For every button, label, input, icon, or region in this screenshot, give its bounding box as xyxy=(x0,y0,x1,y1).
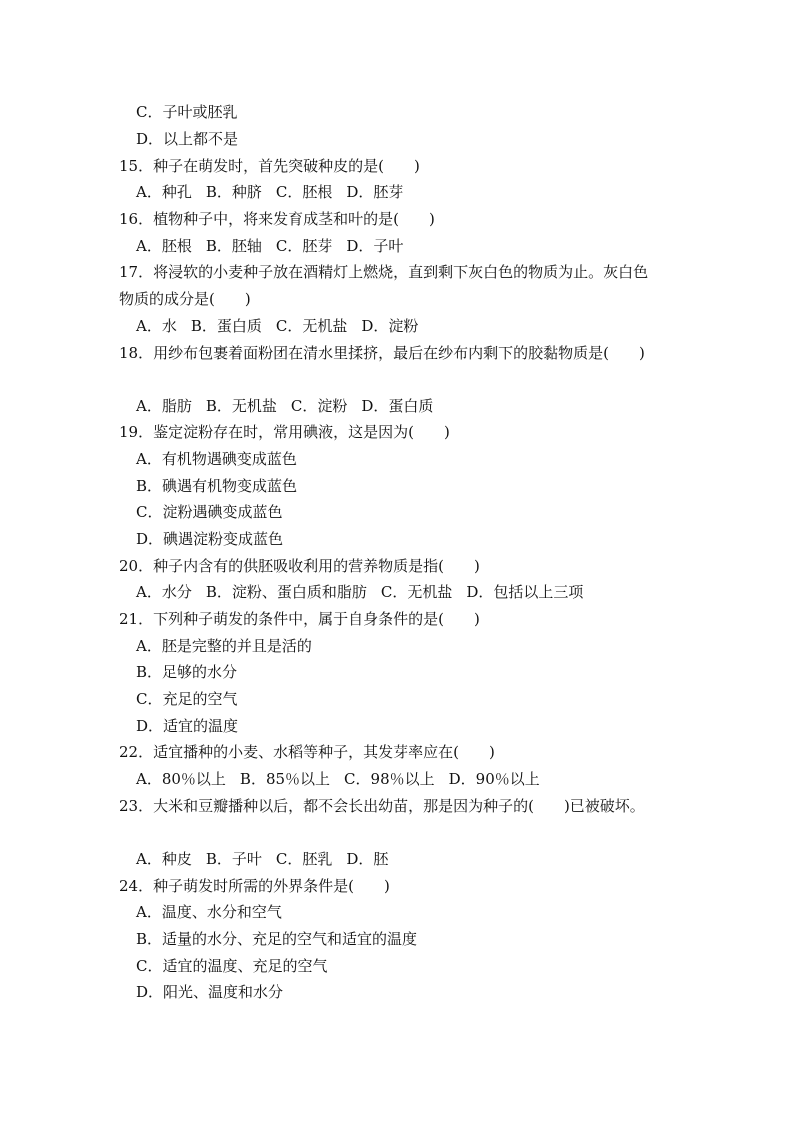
option-a: A．水分 xyxy=(136,583,192,601)
option-a: A．温度、水分和空气 xyxy=(136,903,282,921)
option-c: C．无机盐 xyxy=(275,317,348,335)
option-d: D．淀粉 xyxy=(361,317,419,335)
question-15-options xyxy=(136,182,403,202)
option-a: A．80％以上 xyxy=(136,770,226,788)
question-24-stem: 24．种子萌发时所需的外界条件是( ) xyxy=(119,877,390,895)
option-d: D．适宜的温度 xyxy=(136,717,239,735)
option-c: C．淀粉 xyxy=(290,397,348,415)
question-17-stem-line-2: 物质的成分是( ) xyxy=(119,290,251,308)
question-22-options xyxy=(136,769,540,789)
option-d: D．蛋白质 xyxy=(361,397,434,415)
option-d: D．包括以上三项 xyxy=(466,583,584,601)
question-21-stem: 21．下列种子萌发的条件中，属于自身条件的是( ) xyxy=(119,610,480,628)
option-a: A．胚是完整的并且是活的 xyxy=(136,637,312,655)
question-17-stem-line-1: 17．将浸软的小麦种子放在酒精灯上燃烧，直到剩下灰白色的物质为止。灰白色 xyxy=(119,263,649,281)
question-22-stem: 22．适宜播种的小麦、水稻等种子，其发芽率应在( ) xyxy=(119,743,495,761)
option-c: C．充足的空气 xyxy=(136,690,238,708)
option-b: B．子叶 xyxy=(205,850,262,868)
question-23-options xyxy=(136,849,388,869)
option-a: A．胚根 xyxy=(136,237,192,255)
option-b: B．无机盐 xyxy=(205,397,277,415)
question-19-stem: 19．鉴定淀粉存在时，常用碘液，这是因为( ) xyxy=(119,423,450,441)
option-b: B．胚轴 xyxy=(205,237,262,255)
option-d: D．胚 xyxy=(346,850,389,868)
question-17-options xyxy=(136,316,418,336)
option-a: A．种皮 xyxy=(136,850,192,868)
option-b: B．足够的水分 xyxy=(136,663,238,681)
option-b: B．碘遇有机物变成蓝色 xyxy=(136,477,298,495)
question-23-stem: 23．大米和豆瓣播种以后，都不会长出幼苗，那是因为种子的( )已被破坏。 xyxy=(119,797,645,815)
option-a: A．脂肪 xyxy=(136,397,192,415)
option-b: B．适量的水分、充足的空气和适宜的温度 xyxy=(136,930,418,948)
option-c: C．无机盐 xyxy=(380,583,453,601)
question-20-stem: 20．种子内含有的供胚吸收利用的营养物质是指( ) xyxy=(119,557,480,575)
question-18-options xyxy=(136,396,433,416)
option-c: C．子叶或胚乳 xyxy=(136,103,238,121)
option-c: C．适宜的温度、充足的空气 xyxy=(136,957,328,975)
question-20-options xyxy=(136,582,583,602)
option-d: D．90％以上 xyxy=(448,770,540,788)
option-d: D．子叶 xyxy=(346,237,404,255)
option-a: A．种孔 xyxy=(136,183,192,201)
option-b: B．淀粉、蛋白质和脂肪 xyxy=(205,583,367,601)
option-c: C．胚芽 xyxy=(275,237,333,255)
question-16-options xyxy=(136,236,403,256)
option-d: D．碘遇淀粉变成蓝色 xyxy=(136,530,284,548)
option-b: B．蛋白质 xyxy=(190,317,262,335)
option-c: C．胚乳 xyxy=(275,850,333,868)
option-c: C．胚根 xyxy=(275,183,333,201)
option-c: C．淀粉遇碘变成蓝色 xyxy=(136,503,283,521)
option-b: B．种脐 xyxy=(205,183,262,201)
option-c: C．98％以上 xyxy=(344,770,435,788)
question-18-stem: 18．用纱布包裹着面粉团在清水里揉挤，最后在纱布内剩下的胶黏物质是( ) xyxy=(119,344,645,362)
option-d: D．阳光、温度和水分 xyxy=(136,983,284,1001)
option-d: D．以上都不是 xyxy=(136,130,239,148)
question-16-stem: 16．植物种子中，将来发育成茎和叶的是( ) xyxy=(119,210,435,228)
option-a: A．水 xyxy=(136,317,177,335)
option-d: D．胚芽 xyxy=(346,183,404,201)
option-a: A．有机物遇碘变成蓝色 xyxy=(136,450,297,468)
option-b: B．85％以上 xyxy=(239,770,331,788)
question-15-stem: 15．种子在萌发时，首先突破种皮的是( ) xyxy=(119,157,420,175)
